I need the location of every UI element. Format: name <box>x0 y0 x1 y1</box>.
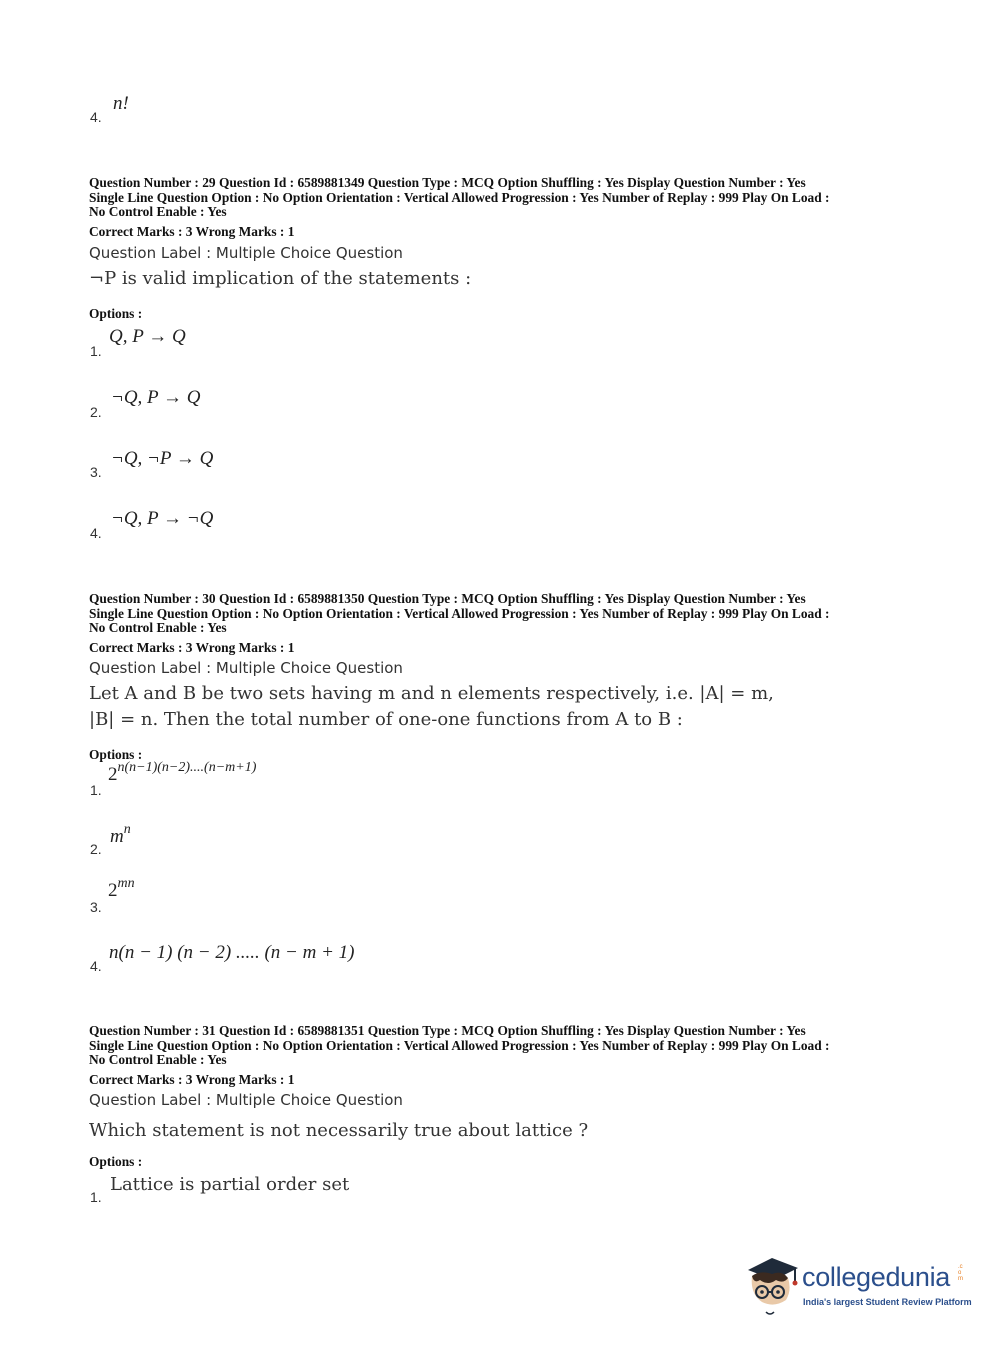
q30-meta-line1: Question Number : 30 Question Id : 6589881350 Question Type : MCQ Option Shuffling : Yes Display Question Number : Yes <box>89 591 806 606</box>
q31-text: Which statement is not necessarily true about lattice ? <box>89 1120 589 1141</box>
q31-meta-line1: Question Number : 31 Question Id : 6589881351 Question Type : MCQ Option Shuffling : Yes Display Question Number : Yes <box>89 1023 806 1038</box>
q30-option-3-text <box>108 876 135 902</box>
q30-meta <box>89 592 829 636</box>
q31-meta-line2: Single Line Question Option : No Option Orientation : Vertical Allowed Progression : Yes Number of Replay : 999 Play On Load : <box>89 1037 830 1053</box>
q30-meta-line3: No Control Enable : Yes <box>89 620 227 635</box>
q31-option-1-number: 1. <box>90 1189 102 1205</box>
q30-meta-line2: Single Line Question Option : No Option Orientation : Vertical Allowed Progression : Yes Number of Replay : 999 Play On Load : <box>89 605 830 621</box>
q30-option-1-base: 2 <box>108 764 118 785</box>
q29-option-4-number: 4. <box>90 525 102 541</box>
q30-option-2-number: 2. <box>90 841 102 857</box>
q30-options-heading: Options : <box>89 747 143 762</box>
q29-options-heading: Options : <box>89 306 143 321</box>
q30-option-3-base: 2 <box>108 880 118 901</box>
q30-text-line1: Let A and B be two sets having m and n elements respectively, i.e. |A| = m, <box>89 683 774 704</box>
q31-marks: Correct Marks : 3 Wrong Marks : 1 <box>89 1072 295 1087</box>
q30-text-line2: |B| = n. Then the total number of one-one functions from A to B : <box>89 709 683 730</box>
q30-option-1-number: 1. <box>90 782 102 798</box>
q31-meta-line3: No Control Enable : Yes <box>89 1052 227 1067</box>
prev-option-4-text: n! <box>113 93 129 114</box>
q29-option-1-text: Q, P → Q <box>109 326 186 347</box>
q31-label: Question Label : Multiple Choice Question <box>89 1091 403 1109</box>
student-mascot-icon <box>742 1250 802 1316</box>
logo-brand-name: collegedunia <box>802 1262 951 1292</box>
q29-meta-line1: Question Number : 29 Question Id : 6589881349 Question Type : MCQ Option Shuffling : Yes Display Question Number : Yes <box>89 175 806 190</box>
q30-option-3-number: 3. <box>90 899 102 915</box>
q30-marks: Correct Marks : 3 Wrong Marks : 1 <box>89 640 295 655</box>
q29-label: Question Label : Multiple Choice Question <box>89 244 403 262</box>
q29-meta-line2: Single Line Question Option : No Option Orientation : Vertical Allowed Progression : Yes Number of Replay : 999 Play On Load : <box>89 189 830 205</box>
prev-option-4-number: 4. <box>90 109 102 125</box>
q29-marks: Correct Marks : 3 Wrong Marks : 1 <box>89 224 295 239</box>
q30-text <box>89 681 774 733</box>
q30-option-4-number: 4. <box>90 958 102 974</box>
q30-option-2-exponent: n <box>123 822 131 837</box>
q31-options-heading: Options : <box>89 1154 143 1169</box>
q30-option-2-base: m <box>110 826 124 847</box>
q29-option-3-number: 3. <box>90 464 102 480</box>
q29-option-1-number: 1. <box>90 343 102 359</box>
q30-option-3-exponent: mn <box>117 876 135 891</box>
q30-option-2-text <box>110 822 131 848</box>
q29-option-2-text: ¬Q, P → Q <box>111 387 201 408</box>
q29-option-2-number: 2. <box>90 404 102 420</box>
q31-meta <box>89 1024 829 1068</box>
q29-meta-line3: No Control Enable : Yes <box>89 204 227 219</box>
q30-option-1-exponent: n(n−1)(n−2)....(n−m+1) <box>117 760 257 775</box>
logo-tagline: India's largest Student Review Platform <box>803 1297 972 1307</box>
q30-label: Question Label : Multiple Choice Question <box>89 659 403 677</box>
q31-option-1-text: Lattice is partial order set <box>110 1174 350 1195</box>
q29-meta <box>89 176 829 220</box>
q30-option-1-text <box>108 760 257 786</box>
q30-option-4-text: n(n − 1) (n − 2) ..... (n − m + 1) <box>109 942 355 963</box>
q29-option-4-text: ¬Q, P → ¬Q <box>111 508 214 529</box>
q29-option-3-text: ¬Q, ¬P → Q <box>111 448 214 469</box>
logo-badge: .com <box>958 1264 963 1282</box>
collegedunia-logo <box>742 1250 972 1316</box>
q29-text: ¬P is valid implication of the statements : <box>89 268 472 289</box>
